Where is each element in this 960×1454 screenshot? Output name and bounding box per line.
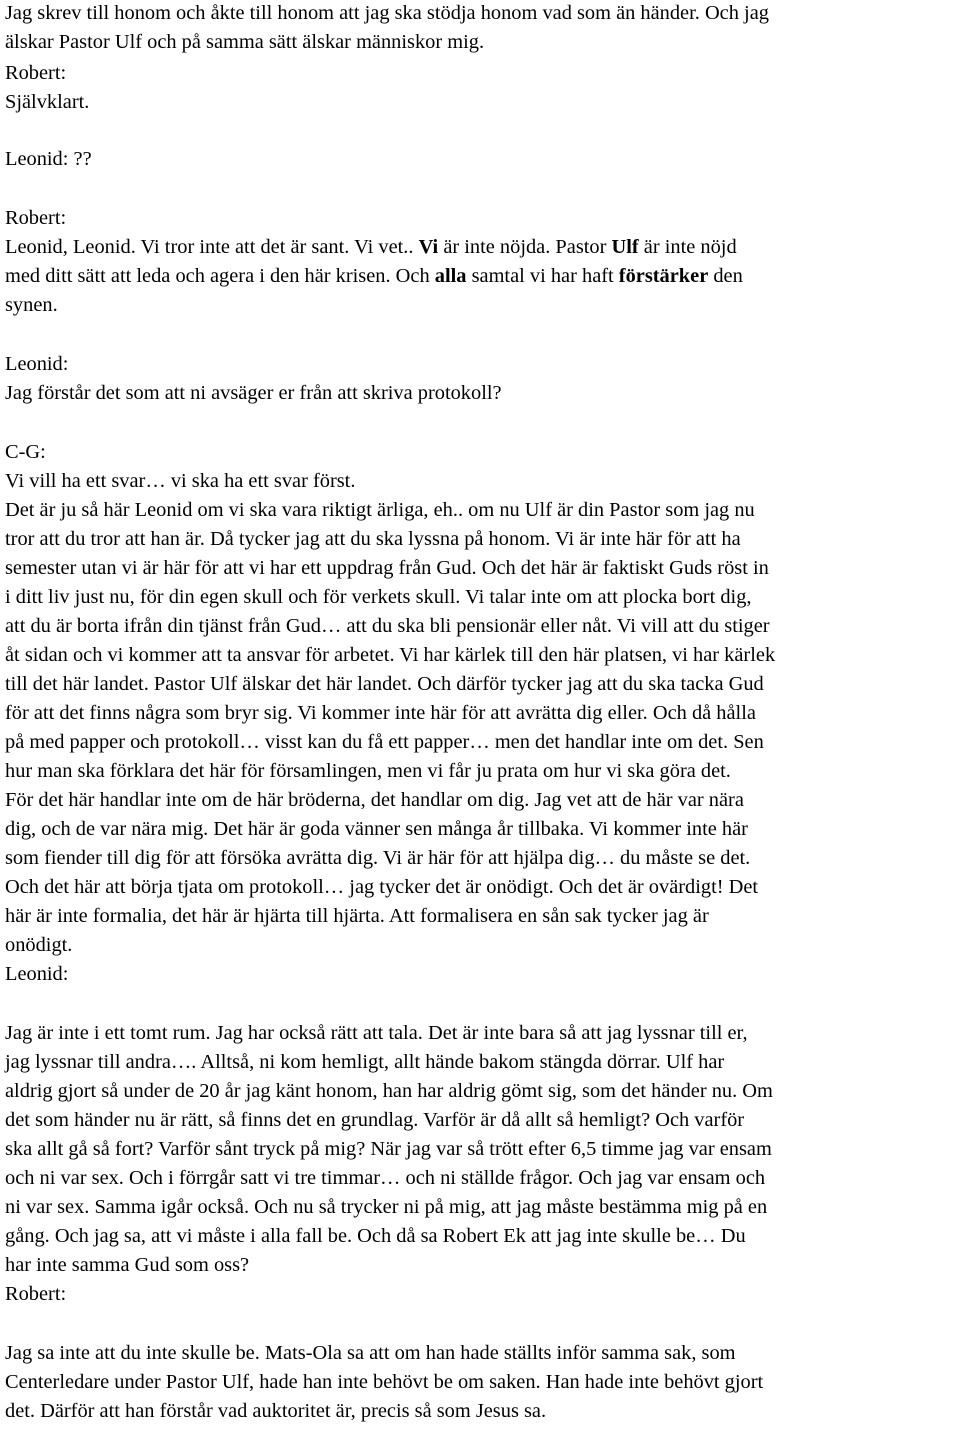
text-segment: semester utan vi är här för att vi har ett uppdrag från Gud. Och det här är faktiskt Guds röst in	[5, 557, 769, 579]
text-segment: älskar Pastor Ulf och på samma sätt älskar människor mig.	[5, 31, 485, 53]
text-line	[5, 498, 755, 522]
text-line	[5, 1253, 249, 1277]
text-line	[5, 672, 764, 696]
text-segment: Robert:	[5, 1283, 67, 1305]
text-line	[5, 1021, 748, 1045]
text-line	[5, 585, 752, 609]
bold-text: Ulf	[611, 236, 639, 258]
text-line	[5, 1370, 763, 1394]
text-segment: Robert:	[5, 62, 67, 84]
text-line	[5, 206, 66, 230]
text-line	[5, 527, 741, 551]
text-segment: dig, och de var nära mig. Det här är goda vänner sen många år tillbaka. Vi kommer inte här	[5, 818, 748, 840]
text-line	[5, 235, 737, 259]
text-line	[5, 556, 769, 580]
text-line	[5, 61, 66, 85]
text-line	[5, 614, 770, 638]
text-segment: aldrig gjort så under de 20 år jag känt honom, han har aldrig gömt sig, som det händer nu. Om	[5, 1080, 773, 1102]
text-segment: Jag sa inte att du inte skulle be. Mats-Ola sa att om han hade ställts inför samma sak, som	[5, 1342, 736, 1364]
text-line	[5, 293, 58, 317]
text-line	[5, 875, 758, 899]
bold-text: Vi	[418, 236, 439, 258]
text-line	[5, 264, 743, 288]
text-segment: Det är ju så här Leonid om vi ska vara riktigt ärliga, eh.. om nu Ulf är din Pastor som jag nu	[5, 499, 755, 521]
text-line	[5, 701, 756, 725]
text-segment: Vi vill ha ett svar… vi ska ha ett svar först.	[5, 470, 356, 492]
text-line	[5, 147, 92, 171]
text-segment: ska allt gå så fort? Varför sånt tryck på mig? När jag var så trött efter 6,5 timme jag var ensam	[5, 1138, 772, 1160]
text-line	[5, 30, 484, 54]
text-line	[5, 643, 775, 667]
text-line	[5, 1224, 746, 1248]
text-line	[5, 1195, 767, 1219]
text-line	[5, 1282, 66, 1306]
text-segment: och ni var sex. Och i förrgår satt vi tre timmar… och ni ställde frågor. Och jag var ensam och	[5, 1167, 766, 1189]
text-line	[5, 1050, 724, 1074]
bold-text: alla	[434, 265, 467, 287]
text-line	[5, 730, 764, 754]
text-segment: det. Därför att han förstår vad auktoritet är, precis så som Jesus sa.	[5, 1400, 547, 1422]
text-segment: onödigt.	[5, 934, 73, 956]
text-line	[5, 440, 46, 464]
text-segment: Robert:	[5, 207, 67, 229]
text-segment: Centerledare under Pastor Ulf, hade han inte behövt be om saken. Han hade inte behövt gjort	[5, 1371, 764, 1393]
text-line	[5, 1166, 765, 1190]
text-segment: på med papper och protokoll… visst kan du få ett papper… men det handlar inte om det. Sen	[5, 731, 764, 753]
text-line	[5, 846, 750, 870]
text-segment: jag lyssnar till andra…. Alltså, ni kom hemligt, allt hände bakom stängda dörrar. Ulf har	[5, 1051, 725, 1073]
text-segment: Jag är inte i ett tomt rum. Jag har också rätt att tala. Det är inte bara så att jag lyssnar till er,	[5, 1022, 748, 1044]
text-line	[5, 759, 731, 783]
text-segment: Jag förstår det som att ni avsäger er från att skriva protokoll?	[5, 382, 502, 404]
text-segment: att du är borta ifrån din tjänst från Gud… att du ska bli pensionär eller nåt. Vi vill att du stiger	[5, 615, 770, 637]
text-segment: hur man ska förklara det här för församlingen, men vi får ju prata om hur vi ska göra det.	[5, 760, 731, 782]
text-line	[5, 1, 769, 25]
text-line	[5, 1399, 546, 1423]
text-line	[5, 817, 748, 841]
text-segment: är inte nöjda. Pastor	[438, 236, 612, 258]
text-segment: Självklart.	[5, 91, 90, 113]
text-line	[5, 1079, 773, 1103]
text-line	[5, 1137, 772, 1161]
text-segment: i ditt liv just nu, för din egen skull och för verkets skull. Vi talar inte om att plocka bort dig,	[5, 586, 752, 608]
text-line	[5, 1341, 736, 1365]
text-segment: Leonid:	[5, 353, 69, 375]
text-segment: tror att du tror att han är. Då tycker jag att du ska lyssna på honom. Vi är inte här för att ha	[5, 528, 741, 550]
text-segment: För det här handlar inte om de här bröderna, det handlar om dig. Jag vet att de här var nära	[5, 789, 744, 811]
text-segment: till det här landet. Pastor Ulf älskar det här landet. Och därför tycker jag att du ska tacka Gud	[5, 673, 764, 695]
text-segment: den	[708, 265, 743, 287]
text-segment: som fiender till dig för att försöka avrätta dig. Vi är här för att hjälpa dig… du måste se det.	[5, 847, 751, 869]
text-segment: ni var sex. Samma igår också. Och nu så trycker ni på mig, att jag måste bestämma mig på en	[5, 1196, 768, 1218]
bold-text: förstärker	[618, 265, 709, 287]
text-segment: Jag skrev till honom och åkte till honom att jag ska stödja honom vad som än händer. Och jag	[5, 2, 769, 24]
text-line	[5, 1108, 744, 1132]
text-segment: med ditt sätt att leda och agera i den här krisen. Och	[5, 265, 435, 287]
text-segment: för att det finns några som bryr sig. Vi kommer inte här för att avrätta dig eller. Och då hålla	[5, 702, 756, 724]
text-line	[5, 352, 68, 376]
text-segment: Och det här att börja tjata om protokoll… jag tycker det är onödigt. Och det är ovärdigt! Det	[5, 876, 759, 898]
text-segment: samtal vi har haft	[466, 265, 619, 287]
text-segment: är inte nöjd	[638, 236, 737, 258]
text-segment: det som händer nu är rätt, så finns det en grundlag. Varför är då allt så hemligt? Och varför	[5, 1109, 745, 1131]
text-line	[5, 962, 68, 986]
text-line	[5, 469, 355, 493]
text-line	[5, 904, 709, 928]
text-segment: har inte samma Gud som oss?	[5, 1254, 250, 1276]
text-line	[5, 90, 89, 114]
text-line	[5, 933, 72, 957]
text-segment: här är inte formalia, det här är hjärta till hjärta. Att formalisera en sån sak tycker jag är	[5, 905, 709, 927]
text-segment: C-G:	[5, 441, 46, 463]
text-segment: Leonid: ??	[5, 148, 92, 170]
text-line	[5, 788, 744, 812]
text-segment: gång. Och jag sa, att vi måste i alla fall be. Och då sa Robert Ek att jag inte skulle be… Du	[5, 1225, 746, 1247]
text-segment: Leonid, Leonid. Vi tror inte att det är sant. Vi vet..	[5, 236, 419, 258]
text-segment: synen.	[5, 294, 58, 316]
text-line	[5, 381, 502, 405]
text-segment: åt sidan och vi kommer att ta ansvar för arbetet. Vi har kärlek till den här platsen, vi har kärlek	[5, 644, 776, 666]
text-segment: Leonid:	[5, 963, 69, 985]
